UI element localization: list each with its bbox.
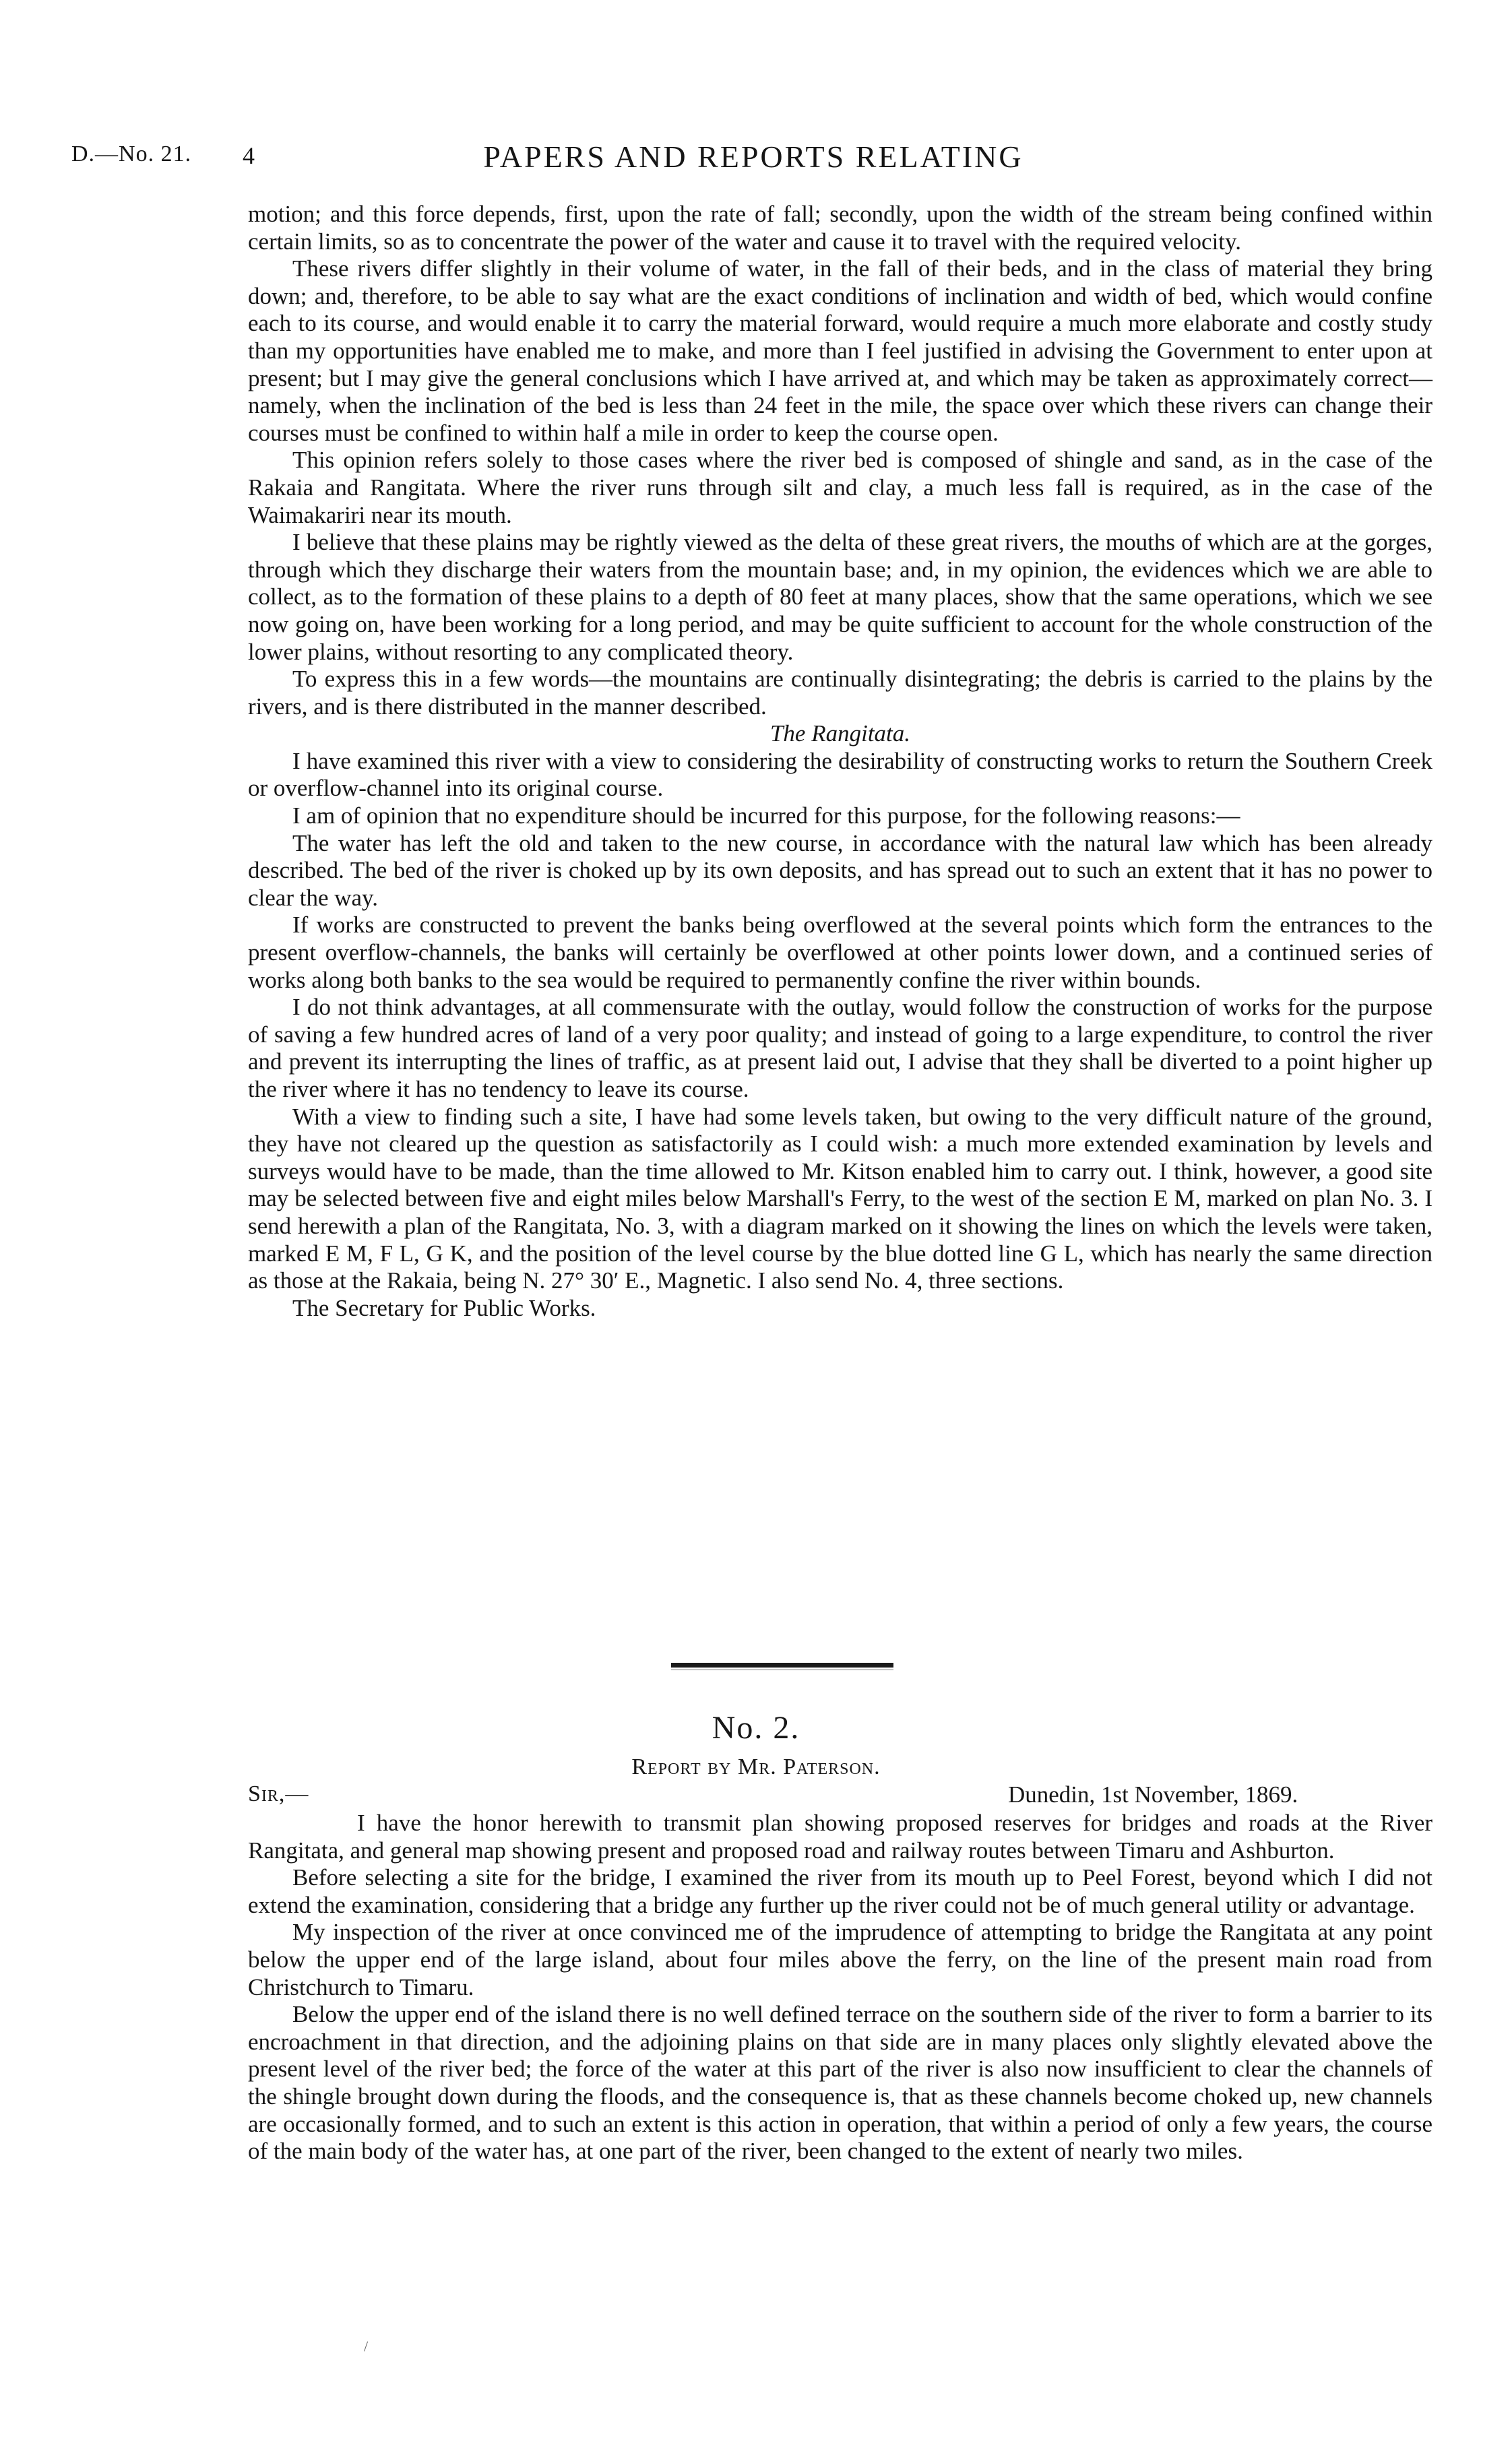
paragraph: I do not think advantages, at all commensurate with the outlay, would follow the construction of works for the purpose of saving a few hundred acres of land of a very poor quality; and instead of going to a large expenditure, to control the river and prevent its interrupting the lines of traffic, as at present laid out, I advise that they shall be diverted to a point higher up the river where it has no tendency to leave its course. <box>248 994 1432 1102</box>
paragraph: I am of opinion that no expenditure should be incurred for this purpose, for the following reasons:— <box>292 802 1240 829</box>
paragraph: I believe that these plains may be rightly viewed as the delta of these great rivers, the mouths of which are at the gorges, through which they discharge their waters from the mountain base; and, in my opinion, the evidences which we are able to collect, as to the formation of these plains to a depth of 80 feet at many places, show that the same operations, which we see now going on, have been working for a long period, and may be quite sufficient to account for the whole construction of the lower plains, without resorting to any complicated theory. <box>248 529 1432 665</box>
addressee-line: The Secretary for Public Works. <box>292 1294 596 1321</box>
paragraph: To express this in a few words—the mountains are continually disintegrating; the debris is carried to the plains by the rivers, and is there distributed in the manner described. <box>248 666 1432 720</box>
section-heading: The Rangitata. <box>769 720 911 747</box>
paragraph: This opinion refers solely to those cases where the river bed is composed of shingle and sand, as in the case of the Rakaia and Rangitata. Where the river runs through silt and clay, a much less fall is required, as in the case of the Waimakariri near its mouth. <box>248 447 1432 528</box>
paragraph: Before selecting a site for the bridge, I examined the river from its mouth up to Peel Forest, beyond which I did not extend the examination, considering that a bridge any further up the river could not be of much general utility or advantage. <box>248 1864 1432 1918</box>
page-number: 4 <box>243 142 255 169</box>
paragraph: These rivers differ slightly in their volume of water, in the fall of their beds, and in the class of material they bring down; and, therefore, to be able to say what are the exact conditions of inclination and width of bed, which would confine each to its course, and would enable it to carry the material forward, would require a much more elaborate and costly study than my opportunities have enabled me to make, and more than I feel justified in advising the Government to enter upon at present; but I may give the general conclusions which I have arrived at, and which may be taken as approximately correct—namely, when the inclination of the bed is less than 24 feet in the mile, the space over which these rivers can change their courses must be confined to within half a mile in order to keep the course open. <box>248 255 1432 446</box>
report-body <box>248 1810 1432 2165</box>
paragraph: The water has left the old and taken to the new course, in accordance with the natural law which has been already described. The bed of the river is choked up by its own deposits, and has spread out to such an extent that it has no power to clear the way. <box>248 829 1432 911</box>
dateline: Dunedin, 1st November, 1869. <box>1008 1781 1298 1808</box>
paragraph: Below the upper end of the island there is no well defined terrace on the southern side of the river to form a barrier to its encroachment in that direction, and the adjoining plains on that side are in many places only slightly elevated above the present level of the river bed; the force of the water at this part of the river is also now insufficient to clear the channels of the shingle brought down during the floods, and the consequence is, that as these channels become choked up, new channels are occasionally formed, and to such an extent is this action in operation, that within a period of only a few years, the course of the main body of the water has, at one part of the river, been changed to the extent of nearly two miles. <box>248 2001 1432 2165</box>
paragraph: motion; and this force depends, first, upon the rate of fall; secondly, upon the width of the stream being confined within certain limits, so as to concentrate the power of the water and cause it to travel with the required velocity. <box>248 201 1432 255</box>
paragraph: I have the honor herewith to transmit plan showing proposed reserves for bridges and roads at the River Rangitata, and general map showing present and proposed road and railway routes between Timaru and Ashburton. <box>248 1810 1432 1864</box>
report-number: No. 2. <box>712 1710 800 1746</box>
paragraph: If works are constructed to prevent the banks being overflowed at the several points which form the entrances to the present overflow-channels, the banks will certainly be overflowed at other points lower down, and a continued series of works along both banks to the sea would be required to permanently confine the river within bounds. <box>248 912 1432 993</box>
stray-mark: / <box>364 2338 369 2355</box>
section-divider <box>671 1663 893 1668</box>
salutation: Sir,— <box>248 1781 309 1806</box>
paragraph: With a view to finding such a site, I have had some levels taken, but owing to the very difficult nature of the ground, they have not cleared up the question as satisfactorily as I could wish: a much more extended examination by levels and surveys would have to be made, than the time allowed to Mr. Kitson enabled him to carry out. I think, however, a good site may be selected between five and eight miles below Marshall's Ferry, to the west of the section E M, marked on plan No. 3. I send herewith a plan of the Rangitata, No. 3, with a diagram marked on it showing the lines on which the levels were taken, marked E M, F L, G K, and the position of the level course by the blue dotted line G L, which has nearly the same direction as those at the Rakaia, being N. 27° 30′ E., Magnetic. I also send No. 4, three sections. <box>248 1103 1432 1294</box>
main-body <box>248 201 1432 1322</box>
running-title: PAPERS AND REPORTS RELATING <box>483 139 1023 174</box>
document-reference: D.—No. 21. <box>71 141 192 166</box>
paragraph: I have examined this river with a view to considering the desirability of constructing works to return the Southern Creek or overflow-channel into its original course. <box>248 747 1432 802</box>
page-header <box>65 141 1442 182</box>
paragraph: My inspection of the river at once convinced me of the imprudence of attempting to bridge the Rangitata at any point below the upper end of the large island, about four miles above the ferry, on the line of the present main road from Christchurch to Timaru. <box>248 1919 1432 2000</box>
report-title: Report by Mr. Paterson. <box>631 1754 881 1779</box>
